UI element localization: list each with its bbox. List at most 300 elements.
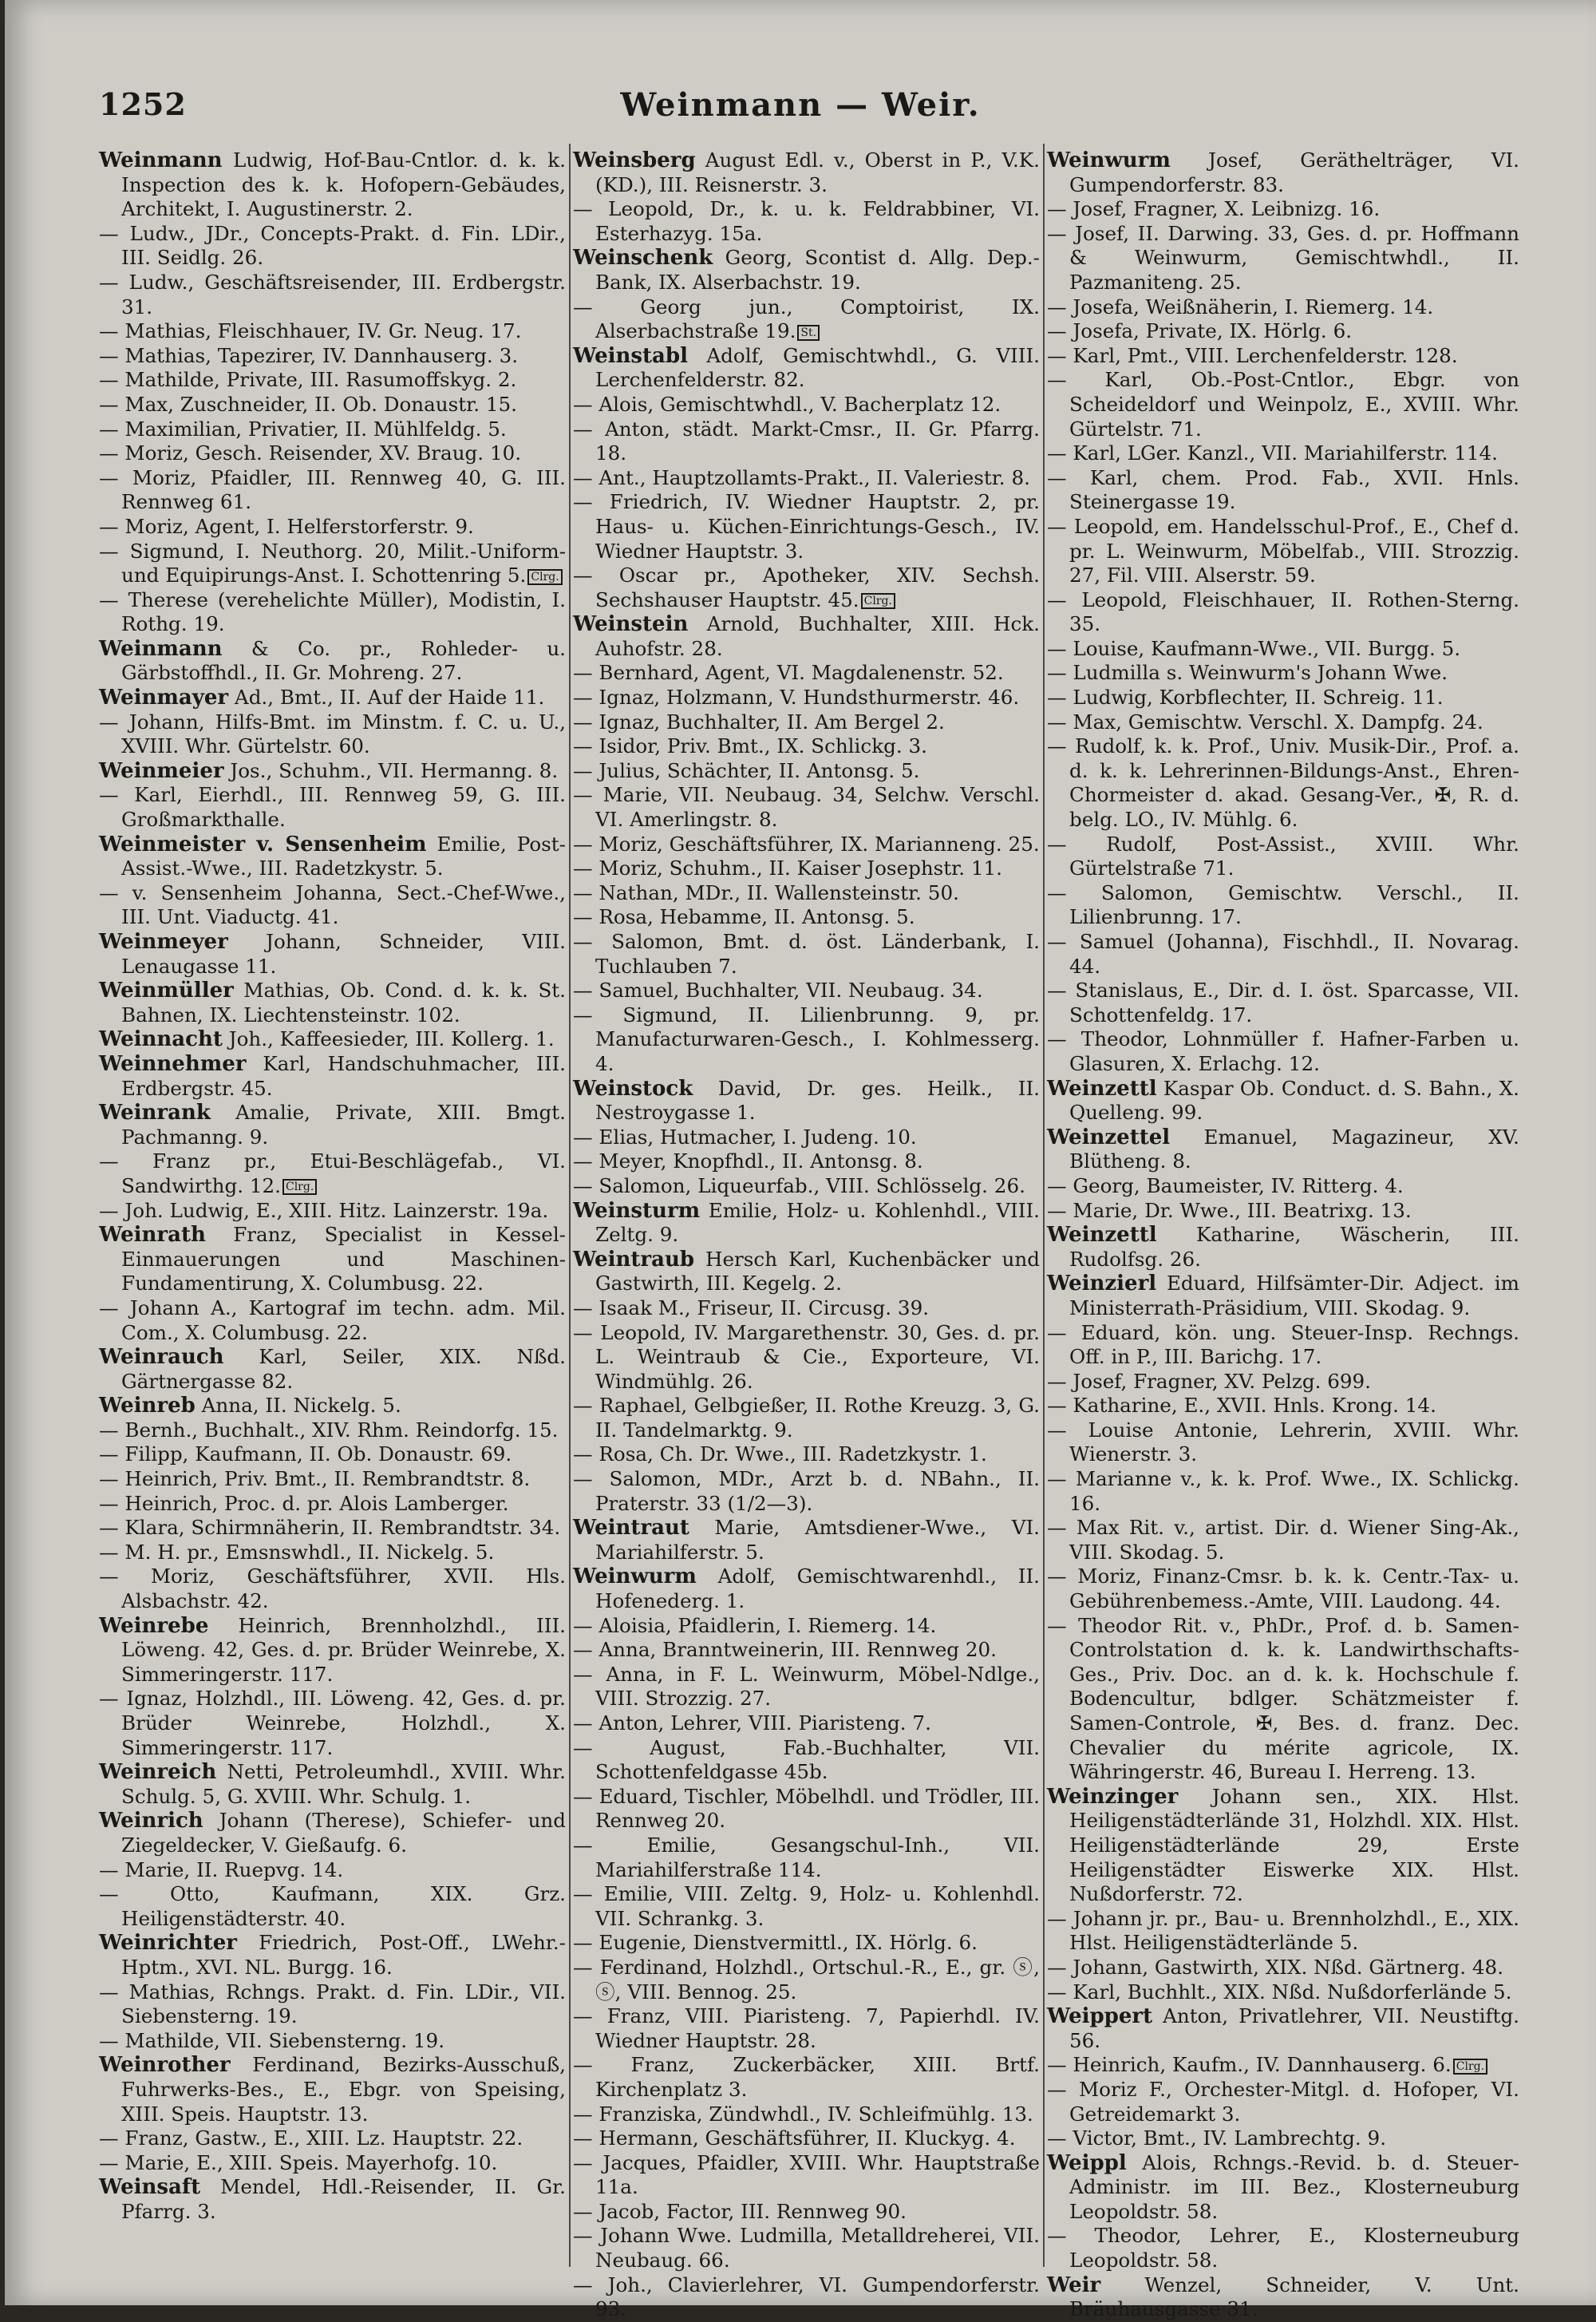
page-number: 1252 <box>99 86 187 122</box>
directory-entry <box>573 490 1040 564</box>
entry-text: — Ludmilla s. Weinwurm's Johann Wwe. <box>1047 661 1448 685</box>
entry-text: — Georg jun., Comptoirist, IX. Alserbachstraße 19. <box>573 295 1040 343</box>
directory-entry <box>1047 148 1519 197</box>
directory-entry <box>99 759 566 784</box>
entry-text: Johann (Therese), Schiefer- und Ziegeldecker, V. Gießaufg. 6. <box>121 1809 566 1857</box>
entry-text: — Georg, Baumeister, IV. Ritterg. 4. <box>1047 1173 1404 1197</box>
entry-text: — Friedrich, IV. Wiedner Hauptstr. 2, pr. Haus- u. Küchen-Einrichtungs-Gesch., IV. Wiedner Hauptstr. 3. <box>573 490 1040 563</box>
entry-text: — Heinrich, Kaufm., IV. Dannhauserg. 6. <box>1047 2053 1452 2077</box>
entry-text: — Samuel, Buchhalter, VII. Neubaug. 34. <box>573 979 983 1003</box>
entry-text: Emilie, Post-Assist.-Wwe., III. Radetzkystr. 5. <box>121 832 566 880</box>
entry-text: — Karl, chem. Prod. Fab., XVII. Hnls. Steinergasse 19. <box>1047 465 1519 514</box>
entry-text: — Emilie, Gesangschul-Inh., VII. Mariahilferstraße 114. <box>573 1833 1040 1881</box>
directory-entry <box>99 344 566 369</box>
entry-text: — Joh. Ludwig, E., XIII. Hitz. Lainzerstr. 19a. <box>99 1198 549 1222</box>
directory-entry <box>573 564 1040 612</box>
entry-text: — Rudolf, k. k. Prof., Univ. Musik-Dir., Prof. a. d. k. k. Lehrerinnen-Bildungs-Anst., Ehren-Chormeister d. akad. Gesang-Ver., ✠, R. d. belg. LO., IV. Mühlg. 6. <box>1047 734 1519 832</box>
directory-entry <box>573 612 1040 661</box>
directory-entry <box>99 881 566 930</box>
directory-entry <box>1047 1956 1519 1980</box>
directory-entry <box>573 2004 1040 2053</box>
directory-entry <box>573 2273 1040 2322</box>
directory-entry <box>99 1199 566 1224</box>
entry-text: August Edl. v., Oberst in P., V.K. (KD.), III. Reisnerstr. 3. <box>595 148 1040 196</box>
entry-text: — Bernh., Buchhalt., XIV. Rhm. Reindorfg. 15. <box>99 1418 559 1442</box>
directory-entry <box>1047 1321 1519 1370</box>
entry-text: — Joh., Clavierlehrer, VI. Gumpendorferstr. 93. <box>573 2273 1040 2321</box>
entry-text: Ad., Bmt., II. Auf der Haide 11. <box>228 686 545 710</box>
entry-text: — Josef, II. Darwing. 33, Ges. d. pr. Hoffmann & Weinwurm, Gemischtwhdl., II. Pazmaniteng. 25. <box>1047 221 1519 294</box>
directory-entry <box>99 1492 566 1517</box>
entry-surname: Weippl <box>1047 2150 1127 2175</box>
directory-entry <box>573 2053 1040 2102</box>
entry-text: — Max, Gemischtw. Verschl. X. Dampfg. 24. <box>1047 710 1483 734</box>
directory-entry <box>99 1223 566 1296</box>
directory-entry <box>99 441 566 466</box>
directory-entry <box>99 1345 566 1394</box>
entry-surname: Weir <box>1047 2273 1101 2297</box>
directory-entry <box>1047 1125 1519 1174</box>
directory-entry <box>1047 2053 1519 2078</box>
entry-text: — Johann A., Kartograf im techn. adm. Mil. Com., X. Columbusg. 22. <box>99 1295 566 1344</box>
entry-text: — Leopold, em. Handelsschul-Prof., E., Chef d. pr. L. Weinwurm, Möbelfab., VIII. Strozzig. 27, Fil. VIII. Alserstr. 59. <box>1047 514 1519 587</box>
directory-entry <box>1047 1199 1519 1224</box>
directory-entry <box>1047 368 1519 441</box>
directory-page <box>5 0 1596 2321</box>
entry-text: Ferdinand, Bezirks-Ausschuß, Fuhrwerks-Bes., E., Ebgr. von Speising, XIII. Speis. Hauptstr. 13. <box>121 2053 566 2126</box>
column-3 <box>1047 148 1519 2321</box>
directory-entry <box>1047 661 1519 686</box>
entry-surname: Weinzierl <box>1047 1272 1157 1296</box>
entry-surname: Weinrank <box>99 1101 211 1125</box>
directory-entry <box>1047 686 1519 710</box>
directory-entry <box>573 1663 1040 1711</box>
entry-surname: Weinrauch <box>99 1345 224 1370</box>
entry-text: — Mathias, Tapezirer, IV. Dannhauserg. 3. <box>99 343 519 367</box>
directory-entry <box>1047 1394 1519 1418</box>
entry-text: — Aloisia, Pfaidlerin, I. Riemerg. 14. <box>573 1613 937 1637</box>
directory-entry <box>573 1321 1040 1394</box>
entry-text: Emanuel, Magazineur, XV. Blütheng. 8. <box>1069 1125 1519 1173</box>
directory-entry <box>1047 1174 1519 1199</box>
entry-text: Netti, Petroleumhdl., XVIII. Whr. Schulg. 5, G. XVIII. Whr. Schulg. 1. <box>121 1760 566 1808</box>
directory-entry <box>573 1638 1040 1663</box>
entry-surname: Weinzettl <box>1047 1076 1157 1101</box>
entry-surname: Weinsturm <box>573 1198 701 1223</box>
directory-entry <box>1047 1516 1519 1564</box>
directory-entry <box>1047 833 1519 881</box>
directory-entry <box>573 417 1040 466</box>
entry-text: Karl, Handschuhmacher, III. Erdbergstr. 45. <box>121 1051 566 1100</box>
directory-entry <box>573 905 1040 930</box>
running-head: Weinmann — Weir. <box>620 86 981 124</box>
directory-entry <box>1047 1223 1519 1272</box>
entry-text: Alois, Rchngs.-Revid. b. d. Steuer-Administr. im III. Bez., Klosterneuburg Leopoldstr. 58. <box>1069 2150 1519 2223</box>
entry-surname: Weinmann <box>99 636 223 661</box>
entry-text: Jos., Schuhm., VII. Hermanng. 8. <box>223 758 559 782</box>
entry-text: — Ant., Hauptzollamts-Prakt., II. Valeriestr. 8. <box>573 465 1030 489</box>
entry-text: — Stanislaus, E., Dir. d. I. öst. Sparcasse, VII. Schottenfeldg. 17. <box>1047 979 1519 1027</box>
directory-entry <box>99 393 566 417</box>
directory-entry <box>1047 1564 1519 1613</box>
entry-text: — Samuel (Johanna), Fischhdl., II. Novarag. 44. <box>1047 930 1519 978</box>
directory-entry <box>99 2175 566 2224</box>
entry-text: — Emilie, VIII. Zeltg. 9, Holz- u. Kohlenhdl. VII. Schrankg. 3. <box>573 1882 1040 1930</box>
entry-text: Amalie, Private, XIII. Bmgt. Pachmanng. 9. <box>121 1101 566 1149</box>
entry-text: — Isidor, Priv. Bmt., IX. Schlickg. 3. <box>573 734 927 758</box>
entry-text: & Co. pr., Rohleder- u. Gärbstoffhdl., II. Gr. Mohreng. 27. <box>121 636 566 685</box>
entry-surname: Weinstein <box>573 612 689 637</box>
directory-entry <box>573 1516 1040 1564</box>
entry-text: — Ludw., JDr., Concepts-Prakt. d. Fin. LDir., III. Seidlg. 26. <box>99 221 566 270</box>
entry-text: Karl, Seiler, XIX. Nßd. Gärtnergasse 82. <box>121 1345 566 1393</box>
entry-surname: Weinrebe <box>99 1613 209 1638</box>
entry-text: — Johann, Hilfs-Bmt. im Minstm. f. C. u. U., XVIII. Whr. Gürtelstr. 60. <box>99 710 566 758</box>
directory-entry <box>1047 1077 1519 1125</box>
entry-text: — Moriz, Schuhm., II. Kaiser Josephstr. 11. <box>573 856 1002 880</box>
column-rule <box>569 144 571 2267</box>
entry-text: — Franz, VIII. Piaristeng. 7, Papierhdl. IV. Wiedner Hauptstr. 28. <box>573 2004 1040 2052</box>
entry-text: — Ignaz, Buchhalter, II. Am Bergel 2. <box>573 710 945 734</box>
entry-text: — Sigmund, II. Lilienbrunng. 9, pr. Manufacturwaren-Gesch., I. Kohlmesserg. 4. <box>573 1003 1040 1075</box>
directory-entry <box>573 661 1040 686</box>
entry-surname: Weinrichter <box>99 1931 237 1956</box>
entry-surname: Weinsberg <box>573 148 696 172</box>
directory-entry <box>1047 2004 1519 2053</box>
directory-entry <box>573 2151 1040 2200</box>
entry-text: — Josefa, Weißnäherin, I. Riemerg. 14. <box>1047 295 1434 318</box>
directory-entry <box>1047 637 1519 662</box>
directory-entry <box>1047 1614 1519 1785</box>
entry-text: — Karl, Buchhlt., XIX. Nßd. Nußdorferlände 5. <box>1047 1980 1512 2004</box>
entry-text: — Moriz, Geschäftsführer, XVII. Hls. Alsbachstr. 42. <box>99 1564 566 1613</box>
directory-entry <box>99 2126 566 2151</box>
directory-entry <box>1047 441 1519 466</box>
directory-entry <box>573 783 1040 832</box>
directory-entry <box>99 1687 566 1760</box>
directory-entry <box>1047 295 1519 320</box>
entry-text: — Victor, Bmt., IV. Lambrechtg. 9. <box>1047 2126 1387 2150</box>
entry-text: — Josefa, Private, IX. Hörlg. 6. <box>1047 319 1353 343</box>
directory-entry <box>1047 222 1519 295</box>
entry-surname: Weinstock <box>573 1076 693 1101</box>
directory-entry <box>99 783 566 832</box>
entry-text: — Nathan, MDr., II. Wallensteinstr. 50. <box>573 880 959 904</box>
entry-surname: Weippert <box>1047 2004 1153 2029</box>
directory-entry <box>1047 588 1519 637</box>
directory-entry <box>99 1516 566 1541</box>
entry-surname: Weinsaft <box>99 2175 201 2200</box>
directory-entry <box>573 1003 1040 1077</box>
directory-entry <box>1047 2126 1519 2151</box>
directory-entry <box>573 1956 1040 2004</box>
entry-surname: Weinmann <box>99 148 223 172</box>
entry-text: — Maximilian, Privatier, II. Mühlfeldg. 5. <box>99 417 507 441</box>
directory-entry <box>99 319 566 344</box>
directory-entry <box>573 197 1040 246</box>
entry-text: Emilie, Holz- u. Kohlenhdl., VIII. Zeltg. 9. <box>595 1198 1040 1247</box>
entry-text: — Klara, Schirmnäherin, II. Rembrandtstr. 34. <box>99 1516 561 1540</box>
directory-entry <box>1047 2273 1519 2322</box>
entry-text: — Mathias, Rchngs. Prakt. d. Fin. LDir., VII. Siebensterng. 19. <box>99 1980 566 2028</box>
directory-entry <box>99 417 566 442</box>
directory-entry <box>573 1125 1040 1150</box>
directory-entry <box>99 540 566 588</box>
entry-text: Heinrich, Brennholzhdl., III. Löweng. 42, Ges. d. pr. Brüder Weinrebe, X. Simmeringerstr. 117. <box>121 1613 566 1686</box>
directory-entry <box>1047 197 1519 222</box>
directory-entry <box>573 1248 1040 1296</box>
directory-entry <box>99 2029 566 2054</box>
directory-entry <box>573 2126 1040 2151</box>
entry-surname: Weinwurm <box>573 1564 697 1589</box>
entry-surname: Weinrother <box>99 2053 231 2078</box>
entry-text: Franz, Specialist in Kessel-Einmauerungen und Maschinen-Fundamentirung, X. Columbusg. 22. <box>121 1223 566 1295</box>
entry-text: — v. Sensenheim Johanna, Sect.-Chef-Wwe., III. Unt. Viaductg. 41. <box>99 880 566 929</box>
directory-entry <box>99 1467 566 1492</box>
directory-entry <box>573 979 1040 1003</box>
entry-text: — Franz pr., Etui-Beschlägefab., VI. Sandwirthg. 12. <box>99 1149 566 1197</box>
entry-text: — Isaak M., Friseur, II. Circusg. 39. <box>573 1295 930 1319</box>
entry-text: — Marie, II. Ruepvg. 14. <box>99 1857 344 1881</box>
entry-surname: Weinstabl <box>573 343 688 368</box>
entry-text: — Sigmund, I. Neuthorg. 20, Milit.-Uniform- und Equipirungs-Anst. I. Schottenring 5. <box>99 539 566 587</box>
entry-text: — Leopold, IV. Margarethenstr. 30, Ges. d. pr. L. Weintraub & Cie., Exporteure, VI. Windmühlg. 26. <box>573 1320 1040 1393</box>
directory-entry <box>99 271 566 319</box>
directory-entry <box>573 1442 1040 1467</box>
entry-text: — Max Rit. v., artist. Dir. d. Wiener Sing-Ak., VIII. Skodag. 5. <box>1047 1516 1519 1564</box>
directory-entry <box>573 759 1040 784</box>
directory-entry <box>573 856 1040 881</box>
entry-text: — Moriz, Agent, I. Helferstorferstr. 9. <box>99 514 474 538</box>
directory-entry <box>99 1442 566 1467</box>
entry-text: — Katharine, E., XVII. Hnls. Krong. 14. <box>1047 1394 1436 1418</box>
directory-entry <box>573 1077 1040 1125</box>
directory-entry <box>99 1052 566 1101</box>
entry-text: — Karl, Pmt., VIII. Lerchenfelderstr. 128. <box>1047 343 1458 367</box>
directory-entry <box>1047 1418 1519 1467</box>
entry-surname: Weinmayer <box>99 686 229 710</box>
directory-entry <box>573 295 1040 344</box>
directory-entry <box>99 1809 566 1857</box>
entry-text: — Ludw., Geschäftsreisender, III. Erdbergstr. 31. <box>99 270 566 318</box>
entry-text: Arnold, Buchhalter, XIII. Hck. Auhofstr. 28. <box>595 612 1040 660</box>
directory-entry <box>99 1858 566 1883</box>
directory-entry <box>573 1711 1040 1736</box>
directory-entry <box>573 930 1040 979</box>
entry-text: Kaspar Ob. Conduct. d. S. Bahn., X. Quelleng. 99. <box>1069 1076 1519 1125</box>
directory-entry <box>1047 2078 1519 2126</box>
entry-text: — Ignaz, Holzmann, V. Hundsthurmerstr. 46. <box>573 686 1020 710</box>
entry-text: — Mathilde, VII. Siebensterng. 19. <box>99 2028 445 2052</box>
directory-entry <box>573 1174 1040 1199</box>
entry-text: Friedrich, Post-Off., LWehr.-Hptm., XVI. NL. Burgg. 16. <box>121 1931 566 1979</box>
entry-text: — Mathilde, Private, III. Rasumoffskyg. 2. <box>99 368 517 392</box>
directory-entry <box>1047 515 1519 588</box>
entry-text: — Eugenie, Dienstvermittl., IX. Hörlg. 6. <box>573 1931 978 1955</box>
entry-text: Johann sen., XIX. Hlst. Heiligenstädterlände 31, Holzhdl. XIX. Hlst. Heiligenstädterlände 29, Erste Heiligenstädter Eiswerke XIX. Hlst. Nußdorferstr. 72. <box>1069 1784 1519 1906</box>
directory-entry <box>99 1541 566 1565</box>
directory-entry <box>99 1980 566 2029</box>
directory-entry <box>573 1882 1040 1931</box>
entry-text: — Josef, Fragner, XV. Pelzg. 699. <box>1047 1369 1371 1393</box>
entry-text: Mathias, Ob. Cond. d. k. k. St. Bahnen, IX. Liechtensteinstr. 102. <box>121 979 566 1027</box>
directory-entry <box>1047 710 1519 735</box>
directory-entry <box>99 1394 566 1418</box>
entry-surname: Weinreich <box>99 1760 217 1785</box>
directory-entry <box>573 881 1040 906</box>
entry-text: — Meyer, Knopfhdl., II. Antonsg. 8. <box>573 1149 923 1173</box>
entry-text: — Marie, Dr. Wwe., III. Beatrixg. 13. <box>1047 1198 1412 1222</box>
directory-entry <box>99 515 566 540</box>
directory-entry <box>99 222 566 271</box>
register-stamp: Clrg. <box>282 1179 317 1195</box>
entry-text: — M. H. pr., Emsnswhdl., II. Nickelg. 5. <box>99 1540 495 1564</box>
directory-entry <box>99 930 566 979</box>
directory-entry <box>1047 930 1519 979</box>
entry-text: Marie, Amtsdiener-Wwe., VI. Mariahilferstr. 5. <box>595 1516 1040 1564</box>
entry-text: — Anton, städt. Markt-Cmsr., II. Gr. Pfarrg. 18. <box>573 417 1040 465</box>
directory-entry <box>1047 319 1519 344</box>
entry-surname: Weintraub <box>573 1247 695 1272</box>
directory-entry <box>99 588 566 637</box>
entry-text: — Filipp, Kaufmann, II. Ob. Donaustr. 69. <box>99 1442 512 1466</box>
entry-text: — Theodor, Lehrer, E., Klosterneuburg Leopoldstr. 58. <box>1047 2224 1519 2273</box>
entry-text: — Oscar pr., Apotheker, XIV. Sechsh. Sechshauser Hauptstr. 45. <box>573 564 1040 611</box>
entry-text: Anton, Privatlehrer, VII. Neustiftg. 56. <box>1069 2004 1519 2052</box>
entry-text: — Moriz F., Orchester-Mitgl. d. Hofoper, VI. Getreidemarkt 3. <box>1047 2077 1519 2126</box>
entry-text: — Franz, Gastw., E., XIII. Lz. Hauptstr. 22. <box>99 2126 523 2150</box>
directory-entry <box>573 1931 1040 1956</box>
entry-text: — Hermann, Geschäftsführer, II. Kluckyg. 4. <box>573 2126 1016 2150</box>
entry-text: — Franz, Zuckerbäcker, XIII. Brtf. Kirchenplatz 3. <box>573 2053 1040 2101</box>
entry-text: Adolf, Gemischtwarenhdl., II. Hofenederg. 1. <box>595 1564 1040 1613</box>
entry-text: Johann, Schneider, VIII. Lenaugasse 11. <box>121 930 566 978</box>
directory-entry <box>1047 881 1519 930</box>
register-stamp: Clrg. <box>527 569 562 585</box>
directory-entry <box>573 1394 1040 1442</box>
directory-entry <box>1047 2151 1519 2225</box>
entry-text: — Marie, VII. Neubaug. 34, Selchw. Verschl. VI. Amerlingstr. 8. <box>573 783 1040 832</box>
directory-entry <box>99 1614 566 1687</box>
directory-entry <box>99 148 566 222</box>
directory-entry <box>99 637 566 686</box>
entry-text: — Karl, Ob.-Post-Cntlor., Ebgr. von Scheideldorf und Weinpolz, E., XVIII. Whr. Gürtelstr. 71. <box>1047 368 1519 441</box>
entry-text: — Karl, Eierhdl., III. Rennweg 59, G. III. Großmarkthalle. <box>99 783 566 832</box>
entry-text: — Karl, LGer. Kanzl., VII. Mariahilferstr. 114. <box>1047 441 1498 465</box>
directory-entry <box>99 1101 566 1149</box>
entry-surname: Weinzettel <box>1047 1125 1171 1149</box>
entry-text: — Rosa, Hebamme, II. Antonsg. 5. <box>573 905 915 929</box>
entry-surname: Weinmüller <box>99 979 234 1003</box>
column-2 <box>573 148 1040 2321</box>
directory-entry <box>573 1296 1040 1321</box>
directory-entry <box>1047 734 1519 832</box>
register-stamp: Clrg. <box>1453 2059 1487 2075</box>
entry-text: — Rudolf, Post-Assist., XVIII. Whr. Gürtelstraße 71. <box>1047 832 1519 880</box>
entry-text: Anna, II. Nickelg. 5. <box>195 1394 401 1418</box>
register-stamp: Clrg. <box>861 593 895 609</box>
directory-entry <box>573 1149 1040 1174</box>
entry-text: Georg, Scontist d. Allg. Dep.-Bank, IX. Alserbachstr. 19. <box>595 246 1040 294</box>
entry-text: — Ignaz, Holzhdl., III. Löweng. 42, Ges. d. pr. Brüder Weinrebe, Holzhdl., X. Simmeringerstr. 117. <box>99 1687 566 1759</box>
entry-text: — Bernhard, Agent, VI. Magdalenenstr. 52. <box>573 661 1004 685</box>
entry-text: — Marianne v., k. k. Prof. Wwe., IX. Schlickg. 16. <box>1047 1467 1519 1515</box>
entry-text: — Anton, Lehrer, VIII. Piaristeng. 7. <box>573 1711 931 1735</box>
entry-surname: Weinmeister v. Sensenheim <box>99 832 427 856</box>
entry-text: — Elias, Hutmacher, I. Judeng. 10. <box>573 1125 917 1149</box>
entry-text: — Jacob, Factor, III. Rennweg 90. <box>573 2199 907 2223</box>
entry-text: — Mathias, Fleischhauer, IV. Gr. Neug. 17. <box>99 319 522 343</box>
directory-entry <box>99 1027 566 1052</box>
directory-entry <box>573 1199 1040 1248</box>
column-rule <box>1043 144 1045 2267</box>
directory-entry <box>99 1296 566 1345</box>
entry-text: — August, Fab.-Buchhalter, VII. Schottenfeldgasse 45b. <box>573 1735 1040 1784</box>
entry-surname: Weinwurm <box>1047 148 1171 172</box>
entry-text: Joh., Kaffeesieder, III. Kollerg. 1. <box>222 1027 555 1051</box>
directory-entry <box>1047 1272 1519 1320</box>
directory-entry <box>573 686 1040 710</box>
entry-surname: Weinzinger <box>1047 1784 1179 1809</box>
directory-entry <box>99 1931 566 1980</box>
directory-entry <box>573 246 1040 295</box>
directory-entry <box>573 1564 1040 1613</box>
entry-text: — Johann, Gastwirth, XIX. Nßd. Gärtnerg. 48. <box>1047 1955 1504 1979</box>
entry-text: — Salomon, Liqueurfab., VIII. Schlösselg. 26. <box>573 1173 1025 1197</box>
entry-surname: Weinmeier <box>99 758 224 783</box>
entry-text: — Jacques, Pfaidler, XVIII. Whr. Hauptstraße 11a. <box>573 2150 1040 2199</box>
entry-surname: Weinschenk <box>573 246 713 271</box>
entry-text: — Ferdinand, Holzhdl., Ortschul.-R., E., gr. ⓢ, ⓢ, VIII. Bennog. 25. <box>573 1955 1040 2004</box>
entry-text: — Louise Antonie, Lehrerin, XVIII. Whr. Wienerstr. 3. <box>1047 1418 1519 1466</box>
directory-entry <box>573 1614 1040 1639</box>
directory-entry <box>573 344 1040 393</box>
entry-text: — Anna, Branntweinerin, III. Rennweg 20. <box>573 1638 997 1662</box>
entry-text: — Heinrich, Priv. Bmt., II. Rembrandtstr. 8. <box>99 1467 531 1491</box>
entry-text: — Anna, in F. L. Weinwurm, Möbel-Ndlge., VIII. Strozzig. 27. <box>573 1662 1040 1711</box>
entry-text: David, Dr. ges. Heilk., II. Nestroygasse 1. <box>595 1076 1040 1125</box>
entry-surname: Weinreb <box>99 1394 196 1418</box>
entry-surname: Weinrath <box>99 1223 206 1248</box>
directory-entry <box>99 1760 566 1809</box>
entry-text: Wenzel, Schneider, V. Unt. Bräuhausgasse 31. <box>1069 2273 1519 2321</box>
register-stamp: St. <box>797 325 820 341</box>
entry-text: — Salomon, Bmt. d. öst. Länderbank, I. Tuchlauben 7. <box>573 930 1040 978</box>
directory-entry <box>573 466 1040 491</box>
column-1 <box>99 148 566 2264</box>
entry-text: Mendel, Hdl.-Reisender, II. Gr. Pfarrg. 3. <box>121 2175 566 2223</box>
directory-entry <box>1047 1467 1519 1516</box>
entry-surname: Weinzettl <box>1047 1223 1157 1248</box>
entry-text: — Salomon, Gemischtw. Verschl., II. Lilienbrunng. 17. <box>1047 880 1519 929</box>
directory-entry <box>1047 1785 1519 1907</box>
directory-entry <box>1047 344 1519 369</box>
entry-text: — Raphael, Gelbgießer, II. Rothe Kreuzg. 3, G. II. Tandelmarktg. 9. <box>573 1394 1040 1442</box>
entry-surname: Weinnacht <box>99 1027 223 1052</box>
entry-text: — Salomon, MDr., Arzt b. d. NBahn., II. Praterstr. 33 (1/2—3). <box>573 1467 1040 1515</box>
directory-entry <box>1047 1370 1519 1394</box>
entry-text: — Moriz, Geschäftsführer, IX. Marianneng. 25. <box>573 832 1040 856</box>
directory-entry <box>573 1785 1040 1833</box>
directory-entry <box>573 1833 1040 1882</box>
entry-text: Ludwig, Hof-Bau-Cntlor. d. k. k. Inspection des k. k. Hofopern-Gebäudes, Architekt, I. Augustinerstr. 2. <box>121 148 566 221</box>
entry-text: Josef, Geräthelträger, VI. Gumpendorferstr. 83. <box>1069 148 1519 196</box>
entry-surname: Weinrich <box>99 1809 203 1833</box>
entry-surname: Weintraut <box>573 1516 689 1541</box>
entry-text: — Josef, Fragner, X. Leibnizg. 16. <box>1047 197 1381 221</box>
directory-entry <box>573 1736 1040 1785</box>
entry-text: — Ludwig, Korbflechter, II. Schreig. 11. <box>1047 686 1444 710</box>
